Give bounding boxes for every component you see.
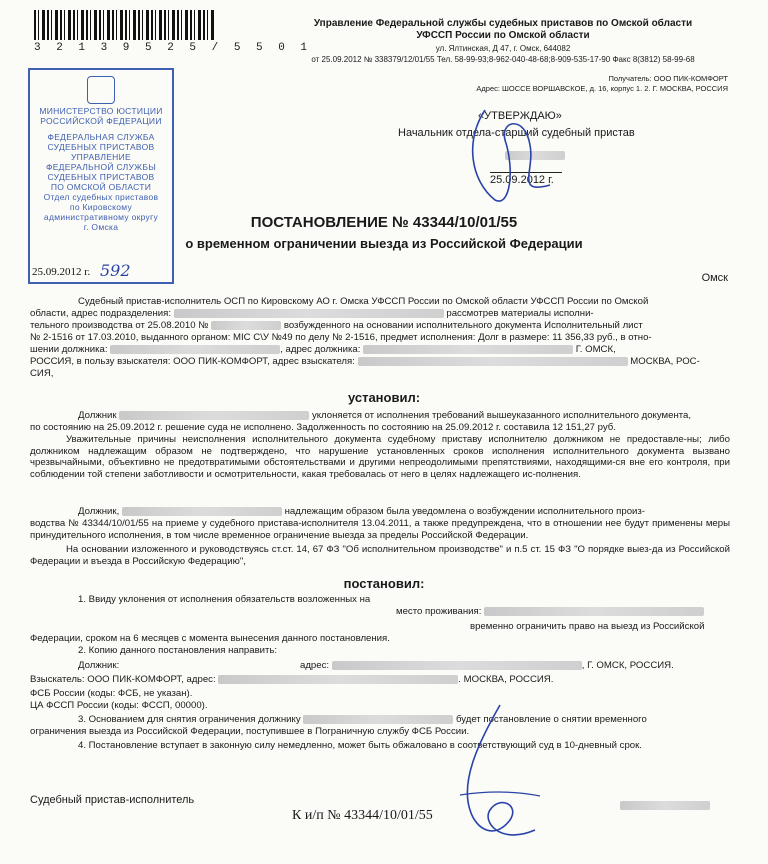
recipient-debtor: Должник:	[78, 660, 120, 671]
section-established-heading: установил:	[347, 390, 421, 405]
document-title: ПОСТАНОВЛЕНИЕ № 43344/10/01/55	[250, 214, 518, 231]
redacted-text	[363, 345, 573, 354]
redacted-text	[332, 661, 582, 670]
text-line: будет постановление о снятии временного	[455, 714, 647, 725]
stamp-line: административному округу	[43, 212, 159, 222]
recipient-fsb: ФСБ России (коды: ФСБ, не указан).	[30, 688, 193, 699]
stamp-line: СУДЕБНЫХ ПРИСТАВОВ	[47, 142, 155, 152]
redacted-text	[110, 345, 280, 354]
text-line: Федерации, сроком на 6 месяцев с момента вынесения данного постановления.	[30, 633, 390, 644]
intro-line: области, адрес подразделения:	[30, 308, 172, 319]
basis-paragraph	[30, 544, 730, 567]
approve-label: «УТВЕРЖДАЮ»	[478, 110, 562, 122]
notice-paragraph	[30, 518, 730, 541]
intro-line: возбужденного на основании исполнительного документа Исполнительный лист	[283, 320, 643, 331]
stamp-line: ФЕДЕРАЛЬНАЯ СЛУЖБА	[47, 132, 155, 142]
paragraph: Уважительные причины неисполнения исполнительного документа судебному приставу исполнителю должником не предоставле-ны; либо должником надлежащим образом не подтверждено, что нарушение установленных сроков исполнения исполнительного документа вызвано чрезвычайными, объективно не предотвратимыми обстоятельствами и другими непреодолимыми препятствиями, находящими-ся вне его контроля, при соблюдении той степени заботливости и осмотрительности, какая требовалась от него в целях надлежащего ис-полнения.	[30, 434, 730, 480]
intro-line: № 2-1516 от 17.03.2010, выданного органом: МІС С\У №49 по делу № 2-1516, предмет исполнения: Долг в размере: 11 356,33 руб., в отно-	[30, 332, 652, 343]
department-stamp	[28, 68, 174, 284]
approve-date: 25.09.2012 г.	[490, 172, 562, 186]
redacted-text	[484, 607, 704, 616]
intro-line: СИЯ,	[30, 368, 54, 379]
stamp-line: РОССИЙСКОЙ ФЕДЕРАЦИИ	[40, 116, 162, 126]
redacted-text	[122, 507, 282, 516]
decision-item-1: 1. Ввиду уклонения от исполнения обязательств возложенных на	[78, 594, 371, 605]
approver-position: Начальник отдела-старший судебный пристав	[398, 127, 635, 139]
city: Омск	[701, 272, 728, 284]
redacted-text	[174, 309, 444, 318]
intro-line: Г. ОМСК,	[575, 344, 616, 355]
intro-line: РОССИЯ, в пользу взыскателя: ООО ПИК-КОМФОРТ, адрес взыскателя:	[30, 356, 355, 367]
intro-line: шении должника:	[30, 344, 108, 355]
org-name-line2: УФССП России по Омской области	[416, 30, 590, 41]
text-line: Должник	[78, 410, 117, 421]
redacted-text	[303, 715, 453, 724]
intro-line: , адрес должника:	[280, 344, 361, 355]
case-reference: К и/п № 43344/10/01/55	[292, 808, 433, 823]
decision-item-2: 2. Копию данного постановления направить:	[78, 645, 278, 656]
text-line: ограничения выезда из Российской Федерации, поступившее в Пограничную службу ФСБ России.	[30, 726, 470, 737]
stamp-line: по Кировскому	[69, 202, 133, 212]
stamp-line: УПРАВЛЕНИЕ	[70, 152, 132, 162]
coat-of-arms-icon	[87, 76, 115, 104]
intro-line: МОСКВА, РОС-	[630, 356, 700, 367]
paragraph: водства № 43344/10/01/55 на приеме у судебного пристава-исполнителя 13.04.2011, а также предупреждена, что в отношении нее будут применены меры принудительного исполнения, в том числе временное ограничение выезда за пределы Российской Федерации.	[30, 518, 730, 541]
recipient-line2: Адрес: ШОССЕ ВОРШАВСКОЕ, д. 16, корпус 1. 2. Г. МОСКВА, РОССИЯ	[476, 84, 728, 93]
section-decided-heading: постановил:	[343, 576, 425, 591]
barcode	[34, 10, 214, 40]
stamp-line: Отдел судебных приставов	[43, 192, 159, 202]
decision-item-4: 4. Постановление вступает в законную силу немедленно, может быть обжаловано в соответствующий суд в 10-дневный срок.	[78, 740, 642, 751]
stamp-line: ПО ОМСКОЙ ОБЛАСТИ	[50, 182, 152, 192]
text-line: временно ограничить право на выезд из Российской	[470, 621, 705, 632]
org-address: ул. Ялтинская, Д 47, г. Омск, 644082	[435, 44, 571, 53]
recipient-line1: Получатель: ООО ПИК-КОМФОРТ	[608, 74, 728, 83]
redacted-text	[218, 675, 458, 684]
stamp-line: г. Омска	[83, 222, 119, 232]
intro-line: тельного производства от 25.08.2010 №	[30, 320, 209, 331]
stamp-line: СУДЕБНЫХ ПРИСТАВОВ	[47, 172, 155, 182]
redacted-text	[358, 357, 628, 366]
reference-line: от 25.09.2012 № 338379/12/01/55 Тел. 58-99-93;8-962-040-48-68;8-909-535-17-90 Факс 8(3812) 58-99-68	[311, 55, 695, 64]
text-line: , Г. ОМСК, РОССИЯ.	[581, 660, 674, 671]
text-line: уклоняется от исполнения требований вышеуказанного исполнительного документа,	[311, 410, 692, 421]
intro-line: рассмотрев материалы исполни-	[446, 308, 594, 319]
text-line: . МОСКВА, РОССИЯ.	[458, 674, 554, 685]
text-line: по состоянию на 25.09.2012 г. решение суда не исполнено. Задолженность по состоянию на 25.09.2012 г. составила 12 151,27 руб.	[30, 422, 616, 433]
redacted-text	[119, 411, 309, 420]
signer-title: Судебный пристав-исполнитель	[30, 794, 195, 806]
stamp-line: МИНИСТЕРСТВО ЮСТИЦИИ	[39, 106, 163, 116]
redacted-text	[211, 321, 281, 330]
decision-item-3: 3. Основанием для снятия ограничения должнику	[78, 714, 301, 725]
recipient-fssp: ЦА ФССП России (коды: ФССП, 00000).	[30, 700, 208, 711]
bailiff-signature	[440, 700, 550, 850]
approver-signature	[455, 100, 585, 210]
text-line: надлежащим образом была уведомлена о возбуждении исполнительного произ-	[284, 506, 645, 517]
org-name-line1: Управление Федеральной службы судебных приставов по Омской области	[313, 18, 693, 29]
text-line: адрес:	[300, 660, 330, 671]
document-subtitle: о временном ограничении выезда из Российской Федерации	[185, 236, 583, 251]
text-line: место проживания:	[396, 606, 482, 617]
stamp-date: 25.09.2012 г.	[32, 266, 91, 278]
stamp-number: 592	[100, 261, 131, 280]
text-line: Должник,	[78, 506, 120, 517]
recipient-claimant: Взыскатель: ООО ПИК-КОМФОРТ, адрес:	[30, 674, 216, 685]
intro-line: Судебный пристав-исполнитель ОСП по Кировскому АО г. Омска УФССП России по Омской области УФССП России по Омской	[78, 296, 649, 307]
reasons-paragraph	[30, 434, 730, 480]
barcode-number: 3 2 1 3 9 5 2 5 / 5 5 0 1	[34, 42, 312, 54]
paragraph: На основании изложенного и руководствуясь ст.ст. 14, 67 ФЗ "Об исполнительном производстве" и п.5 ст. 15 ФЗ "О порядке выез-да из Российской Федерации и въезда в Российскую Федерацию",	[30, 544, 730, 567]
stamp-line: ФЕДЕРАЛЬНОЙ СЛУЖБЫ	[45, 162, 157, 172]
redacted-signer-name	[620, 801, 710, 810]
